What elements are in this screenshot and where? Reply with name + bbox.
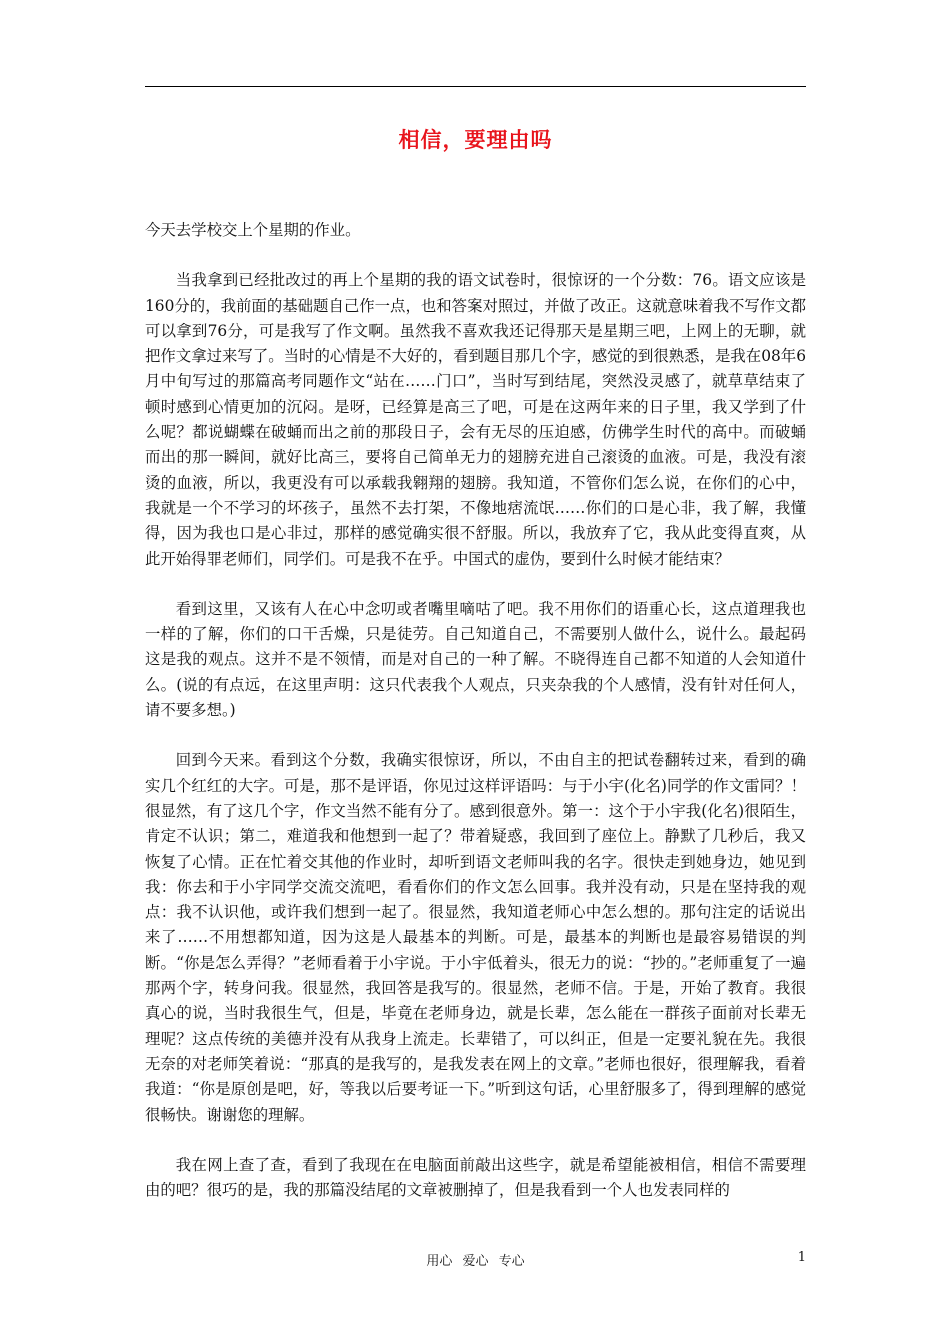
paragraph-1: 今天去学校交上个星期的作业。 (145, 221, 361, 239)
paragraph-4: 回到今天来。看到这个分数，我确实很惊讶，所以，不由自主的把试卷翻转过来，看到的确实几个红红的大字。可是，那不是评语，你见过这样评语吗：与于小宇(化名)同学的作文雷同？！很显然，有了这几个字，作文当然不能有分了。感到很意外。第一：这个于小宇我(化名)很陌生，肯定不认识；第二，难道我和他想到一起了？带着疑惑，我回到了座位上。静默了几秒后，我又恢复了心情。正在忙着交其他的作业时，却听到语文老师叫我的名字。很快走到她身边，她见到我：你去和于小宇同学交流交流吧，看看你们的作文怎么回事。我并没有动，只是在坚持我的观点：我不认识他，或许我们想到一起了。很显然，我知道老师心中怎么想的。那句注定的话说出来了……不用想都知道，因为这是人最基本的判断。可是，最基本的判断也是最容易错误的判断。“你是怎么弄得？”老师看着于小宇说。于小宇低着头，很无力的说：“抄的。”老师重复了一遍那两个字，转身问我。很显然，我回答是我写的。很显然，老师不信。于是，开始了教育。我很真心的说，当时我很生气，但是，毕竟在老师身边，就是长辈，怎么能在一群孩子面前对长辈无理呢？这点传统的美德并没有从我身上流走。长辈错了，可以纠正，但是一定要礼貌在先。我很无奈的对老师笑着说：“那真的是我写的，是我发表在网上的文章。”老师也很好，很理解我，看着我道：“你是原创是吧，好，等我以后要考证一下。”听到这句话，心里舒服多了，得到理解的感觉很畅快。谢谢您的理解。 (145, 751, 806, 1124)
page-number: 1 (797, 1250, 806, 1265)
footer-motto: 用心 爱心 专心 (426, 1254, 525, 1269)
document-body (145, 218, 806, 1228)
header-rule (145, 86, 806, 87)
paragraph-2: 当我拿到已经批改过的再上个星期的我的语文试卷时，很惊讶的一个分数：76。语文应该是160分的，我前面的基础题自己作一点，也和答案对照过，并做了改正。这就意味着我不写作文都可以拿到76分，可是我写了作文啊。虽然我不喜欢我还记得那天是星期三吧，上网上的无聊，就把作文拿过来写了。当时的心情是不大好的，看到题目那几个字，感觉的到很熟悉，是我在08年6月中旬写过的那篇高考同题作文“站在……门口”，当时写到结尾，突然没灵感了，就草草结束了顿时感到心情更加的沉闷。是呀，已经算是高三了吧，可是在这两年来的日子里，我又学到了什么呢？都说蝴蝶在破蛹而出之前的那段日子，会有无尽的压迫感，仿佛学生时代的高中。而破蛹而出的那一瞬间，就好比高三，要将自己简单无力的翅膀充进自己滚烫的血液。可是，我没有滚烫的血液，所以，我更没有可以承载我翱翔的翅膀。我知道，不管你们怎么说，在你们的心中，我就是一个不学习的坏孩子，虽然不去打架，不像地痞流氓……你们的口是心非，我了解，我懂得，因为我也口是心非过，那样的感觉确实很不舒服。所以，我放弃了它，我从此变得直爽，从此开始得罪老师们，同学们。可是我不在乎。中国式的虚伪，要到什么时候才能结束？ (145, 271, 806, 568)
document-title: 相信，要理由吗 (398, 127, 553, 152)
paragraph-3: 看到这里，又该有人在心中念叨或者嘴里嘀咕了吧。我不用你们的语重心长，这点道理我也一样的了解，你们的口干舌燥，只是徒劳。自己知道自己，不需要别人做什么，说什么。最起码这是我的观点。这并不是不领情，而是对自己的一种了解。不晓得连自己都不知道的人会知道什么。(说的有点远，在这里声明：这只代表我个人观点，只夹杂我的个人感情，没有针对任何人，请不要多想。) (145, 599, 806, 720)
paragraph-5: 我在网上查了查，看到了我现在在电脑面前敲出这些字，就是希望能被相信，相信不需要理由的吧？很巧的是，我的那篇没结尾的文章被删掉了，但是我看到一个人也发表同样的 (145, 1155, 806, 1200)
